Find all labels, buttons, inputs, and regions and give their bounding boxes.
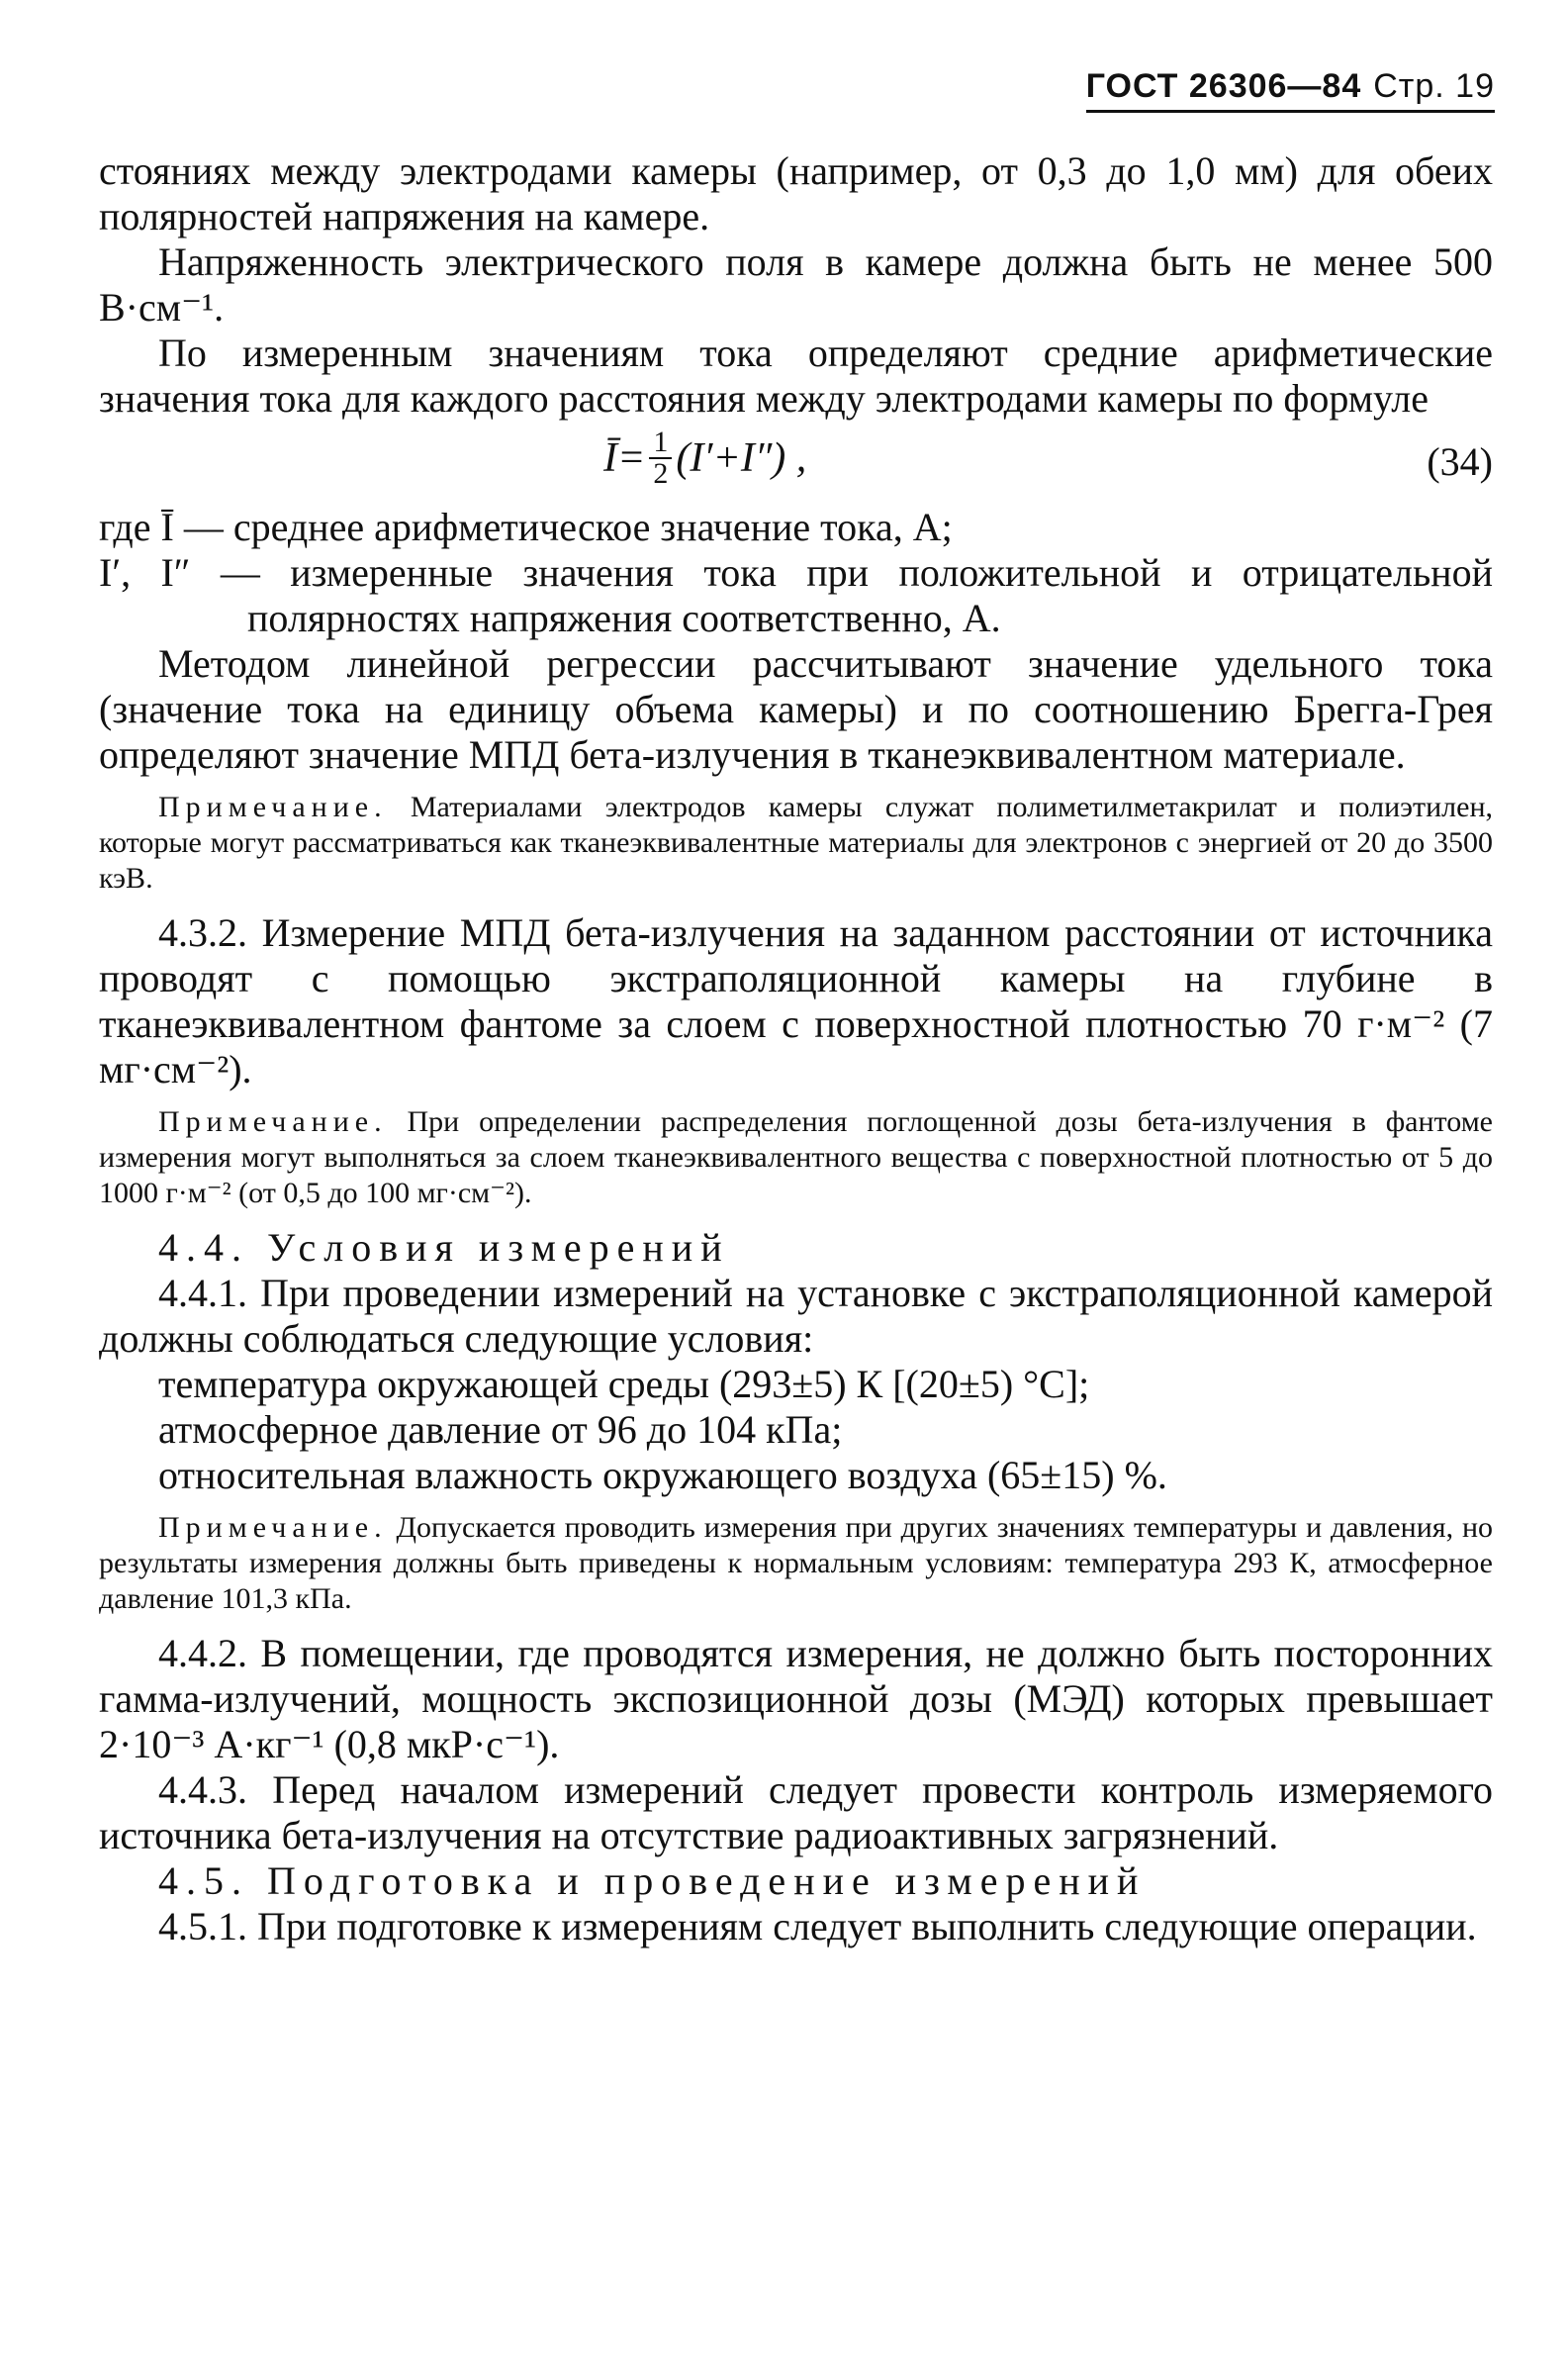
note-label: Примечание.	[158, 1105, 388, 1138]
formula-denominator: 2	[653, 457, 669, 490]
condition-pressure: атмосферное давление от 96 до 104 кПа;	[158, 1407, 843, 1452]
formula-number: (34)	[1427, 439, 1493, 484]
standard-number: ГОСТ 26306—84	[1085, 67, 1362, 105]
note-electrodes	[99, 790, 1493, 897]
formula-rhs: (I′+I″) ,	[676, 435, 807, 481]
formula-fraction	[649, 427, 672, 489]
paragraph-4-5-1: 4.5.1. При подготовке к измерениям следует выполнить следующие операции.	[158, 1904, 1477, 1948]
page-body	[99, 148, 1493, 1949]
paragraph-regression: Методом линейной регрессии рассчитывают значение удельного тока (значение тока на единицу объема камеры) и по соотношению Брегга-Грея определяют значение МПД бета-излучения в тканеэквивалентном материале.	[99, 641, 1493, 777]
paragraph-4-4-3: 4.4.3. Перед началом измерений следует провести контроль измеряемого источника бета-излучения на отсутствие радиоактивных загрязнений.	[99, 1767, 1493, 1857]
section-heading-4-4	[99, 1225, 1493, 1271]
formula-expression	[603, 427, 806, 489]
formula-numerator: 1	[649, 427, 672, 459]
formula-lhs: Ī=	[603, 435, 646, 481]
paragraph-continuation: стояниях между электродами камеры (например, от 0,3 до 1,0 мм) для обеих полярностей напряжения на камере.	[99, 148, 1493, 238]
note-label: Примечание.	[158, 791, 388, 823]
paragraph-4-4-1: 4.4.1. При проведении измерений на установке с экстраполяционной камерой должны соблюдаться следующие условия:	[99, 1271, 1493, 1361]
section-heading-4-5	[99, 1858, 1493, 1904]
page-header	[1086, 67, 1495, 113]
where-measured-currents: I′, I″ — измеренные значения тока при положительной и отрицательной полярностях напряжения соответственно, А.	[99, 550, 1493, 640]
section-title: 4.5. Подготовка и проведение измерений	[158, 1858, 1147, 1903]
note-text: Материалами электродов камеры служат полиметилметакрилат и полиэтилен, которые могут рассматриваться как тканеэквивалентные материалы для электронов с энергией от 20 до 3500 кэВ.	[99, 791, 1494, 895]
section-title: 4.4. Условия измерений	[158, 1225, 730, 1270]
note-text: При определении распределения поглощенной дозы бета-излучения в фантоме измерения могут выполняться за слоем тканеэквивалентного вещества с поверхностной плотностью от 5 до 1000 г·м⁻² (от 0,5 до 100 мг·см⁻²).	[99, 1105, 1493, 1209]
note-text: Допускается проводить измерения при других значениях температуры и давления, но результаты измерения должны быть приведены к нормальным условиям: температура 293 К, атмосферное давление 101,3 кПа.	[99, 1511, 1494, 1615]
where-mean-current: где Ī — среднее арифметическое значение тока, А;	[99, 505, 953, 549]
paragraph-4-3-2: 4.3.2. Измерение МПД бета-излучения на заданном расстоянии от источника проводят с помощью экстраполяционной камеры на глубине в тканеэквивалентном фантоме за слоем с поверхностной плотностью 70 г·м⁻² (7 мг·см⁻²).	[99, 910, 1493, 1092]
condition-temperature: температура окружающей среды (293±5) К [(20±5) °С];	[158, 1362, 1090, 1406]
note-conditions	[99, 1510, 1493, 1617]
condition-humidity: относительная влажность окружающего воздуха (65±15) %.	[158, 1453, 1167, 1497]
paragraph-4-4-2: 4.4.2. В помещении, где проводятся измерения, не должно быть посторонних гамма-излучений, мощность экспозиционной дозы (МЭД) которых превышает 2·10⁻³ А·кг⁻¹ (0,8 мкР·с⁻¹).	[99, 1631, 1493, 1766]
paragraph-field-strength: Напряженность электрического поля в камере должна быть не менее 500 В·см⁻¹.	[99, 239, 1493, 330]
page-number: Стр. 19	[1373, 67, 1495, 105]
paragraph-mean-current: По измеренным значениям тока определяют средние арифметические значения тока для каждого расстояния между электродами камеры по формуле	[99, 331, 1493, 421]
formula-34	[99, 422, 1493, 505]
note-label: Примечание.	[158, 1511, 388, 1544]
note-phantom	[99, 1104, 1493, 1211]
